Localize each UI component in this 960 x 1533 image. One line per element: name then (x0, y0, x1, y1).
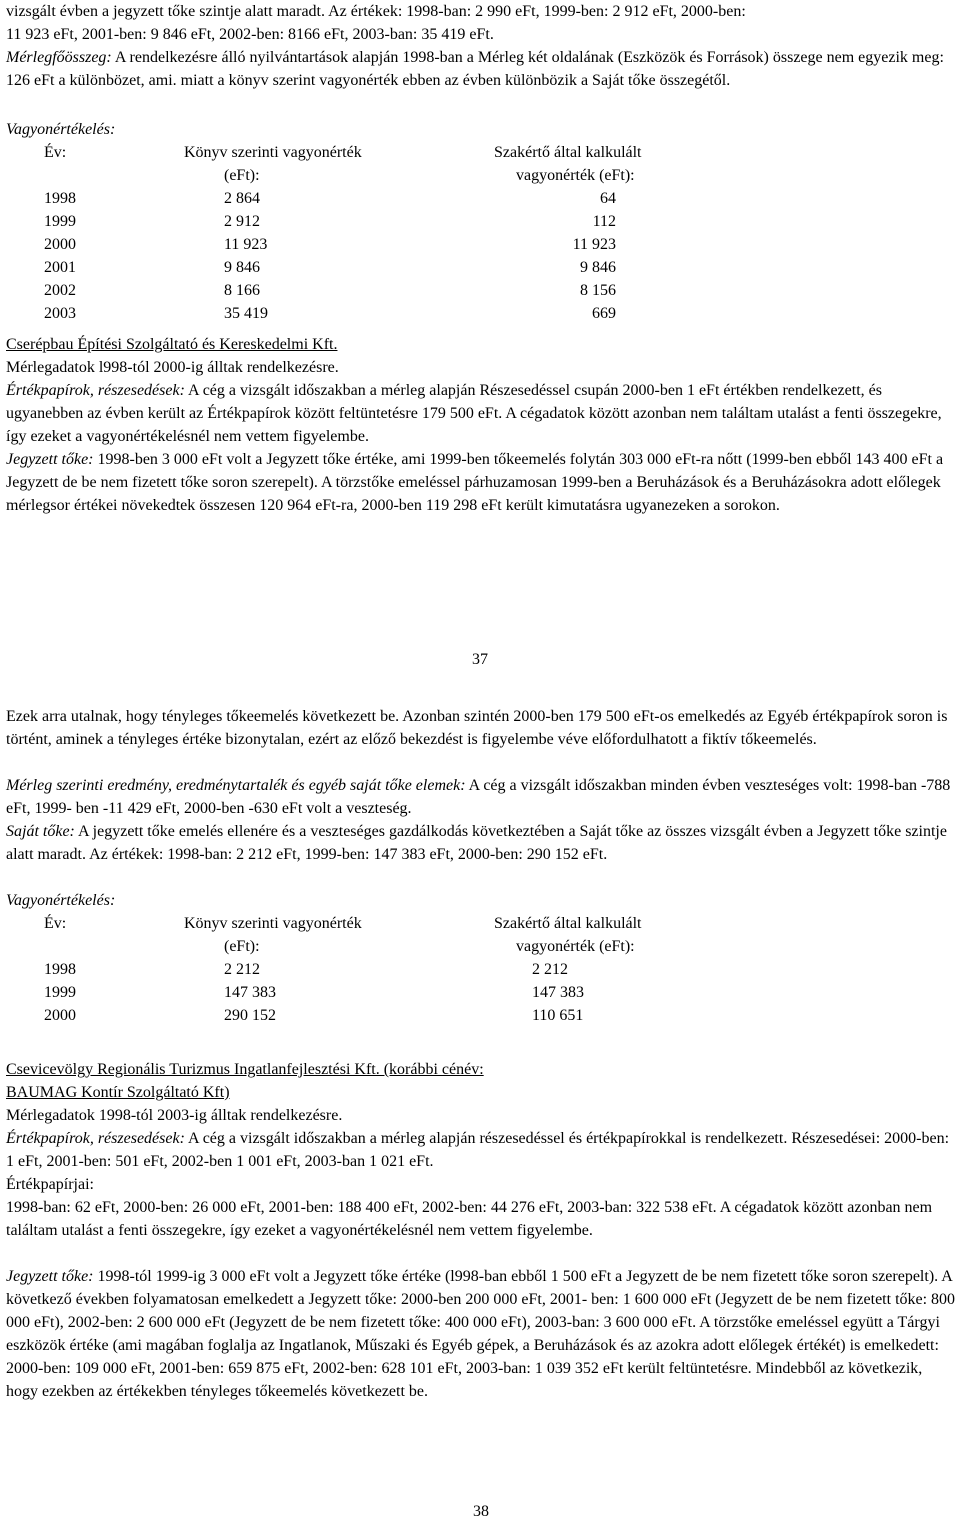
page-number: 37 (472, 651, 488, 668)
table-row: 2001 9 846 9 846 (44, 259, 616, 276)
table-row: 2002 8 166 8 156 (44, 282, 616, 299)
company-data-line-2: Mérlegadatok 1998-tól 2003-ig álltak rendelkezésre. (6, 1107, 343, 1124)
company-name-1: Cserépbau Építési Szolgáltató és Kereskedelmi Kft. (6, 336, 338, 353)
securities-label-2: Értékpapírok, részesedések: (6, 1130, 185, 1147)
capital-label-1: Jegyzett tőke: (6, 451, 94, 468)
table-row: 1998 2 864 64 (44, 190, 616, 207)
result-label: Mérleg szerinti eredmény, eredménytartalék és egyéb saját tőke elemek: (6, 777, 466, 794)
balance-total-label: Mérlegfőösszeg: (6, 49, 112, 66)
securities-sub-label: Értékpapírjai: (6, 1176, 94, 1193)
valuation-table-1 (44, 141, 694, 325)
table-row: 1998 2 212 2 212 (44, 961, 568, 978)
table-subheader-row: (eFt): vagyonérték (eFt): (224, 938, 635, 955)
table-row: 2000 290 152 110 651 (44, 1007, 584, 1024)
capital-paragraph-1: Jegyzett tőke: 1998-ben 3 000 eFt volt a Jegyzett tőke értéke, ami 1999-ben tőkeemelés folytán 303 000 eFt-ra nőtt (1999-ben ebből 143 400 eFt a Jegyzett de be nem fizetett tőke soron szerepelt). A törzstőke emeléssel párhuzamosan 1999-ben a Beruházások és a Beruházásokra adott előlegek mérlegsor értékei növekedtek összesen 120 964 eFt-ra, 2000-ben 119 298 eFt került kimutatásra ugyanezeken a sorokon. (6, 451, 944, 514)
table-row: 1999 2 912 112 (44, 213, 616, 230)
securities-paragraph-1: Értékpapírok, részesedések: A cég a vizsgált időszakban a mérleg alapján Részesedéssel csupán 2000-ben 1 eFt értékben rendelkezett, és ugyanebben az évben került az Értékpapírok között feltüntetésre 179 500 eFt. A cégadatok között azonban nem találtam utalást a fenti összegekre, így ezeket a vagyonértékelésnél nem vettem figyelembe. (6, 382, 942, 445)
company-data-line-1: Mérlegadatok l998-tól 2000-ig álltak rendelkezésre. (6, 359, 339, 376)
capital-paragraph-2: Jegyzett tőke: 1998-tól 1999-ig 3 000 eFt volt a Jegyzett tőke értéke (l998-ban ebből 1 500 eFt a Jegyzett de be nem fizetett tőke soron szerepelt). A következő években folyamatosan emelkedett a Jegyzett tőke: 2000-ben 200 000 eFt, 2001- ben: 1 600 000 eFt (Jegyzett de be nem fizetett tőke: 800 000 eFt), 2002-ben: 2 600 000 eFt (Jegyzett de be nem fizetett tőke: 400 000 eFt), 2003-ban: 3 600 000 eFt. A törzstőke emeléssel együtt a Tárgyi eszközök értéke (ami magában foglalja az Ingatlanok, Műszaki és Egyéb gépek, a Beruházások és az azokra adott előlegek értékét) is emelkedett: 2000-ben: 109 000 eFt, 2001-ben: 659 875 eFt, 2002-ben: 628 101 eFt, 2003-ban: 1 039 352 eFt került feltüntetésre. Mindebből az következik, hogy ezekben az értékekben tényleges tőkeemelés következett be. (6, 1268, 956, 1400)
conclusion-paragraph: Ezek arra utalnak, hogy tényleges tőkeemelés következett be. Azonban szintén 2000-ben 179 500 eFt-os emelkedés az Egyéb értékpapírok soron is történt, aminek a tényleges értéke bizonytalan, ezért az előző bekezdést is figyelembe véve előfordulhatott a fiktív tőkeemelés. (6, 708, 948, 748)
balance-total-paragraph: Mérlegfőösszeg: A rendelkezésre álló nyilvántartások alapján 1998-ban a Mérleg két oldalának (Eszközök és Források) összege nem egyezik meg: 126 eFt a különbözet, ami. miatt a könyv szerint vagyonérték ebben az évben különbözik a Saját tőke összegétől. (6, 49, 944, 89)
equity-label: Saját tőke: (6, 823, 75, 840)
securities-paragraph-2: Értékpapírok, részesedések: A cég a vizsgált időszakban a mérleg alapján részesedéssel és értékpapírokkal is rendelkezett. Részesedései: 2000-ben: 1 eFt, 2001-ben: 501 eFt, 2002-ben 1 001 eFt, 2003-ban 1 021 eFt. (6, 1130, 950, 1170)
table-header-row: Év: Könyv szerinti vagyonérték Szakértő által kalkulált (44, 144, 642, 161)
capital-label-2: Jegyzett tőke: (6, 1268, 94, 1285)
page-number: 38 (473, 1503, 489, 1520)
table-row: 1999 147 383 147 383 (44, 984, 584, 1001)
result-paragraph: Mérleg szerinti eredmény, eredménytartalék és egyéb saját tőke elemek: A cég a vizsgált időszakban minden évben veszteséges volt: 1998-ban -788 eFt, 1999- ben -11 429 eFt, 2000-ben -630 eFt volt a veszteség. (6, 777, 951, 817)
table-subheader-row: (eFt): vagyonérték (eFt): (224, 167, 635, 184)
table-header-row: Év: Könyv szerinti vagyonérték Szakértő által kalkulált (44, 915, 642, 932)
intro-paragraph: vizsgált évben a jegyzett tőke szintje alatt maradt. Az értékek: 1998-ban: 2 990 eFt, 1999-ben: 2 912 eFt, 2000-ben: 11 923 eFt, 2001-ben: 9 846 eFt, 2002-ben: 8166 eFt, 2003-ban: 35 419 eFt. (6, 3, 746, 43)
valuation-label-1: Vagyonértékelés: (6, 121, 116, 138)
company-name-2: Csevicevölgy Regionális Turizmus Ingatlanfejlesztési Kft. (korábbi cénév: BAUMAG Kontír Szolgáltató Kft) (6, 1061, 484, 1101)
valuation-label-2: Vagyonértékelés: (6, 892, 116, 909)
table-row: 2003 35 419 669 (44, 305, 616, 322)
securities-label-1: Értékpapírok, részesedések: (6, 382, 185, 399)
equity-paragraph: Saját tőke: A jegyzett tőke emelés ellenére és a veszteséges gazdálkodás következtében a Saját tőke az összes vizsgált évben a Jegyzett tőke szintje alatt maradt. Az értékek: 1998-ban: 2 212 eFt, 1999-ben: 147 383 eFt, 2000-ben: 290 152 eFt. (6, 823, 947, 863)
securities-values-paragraph: 1998-ban: 62 eFt, 2000-ben: 26 000 eFt, 2001-ben: 188 400 eFt, 2002-ben: 44 276 eFt, 2003-ban: 322 538 eFt. A cégadatok között azonban nem találtam utalást a fenti összegekre, így ezeket a vagyonértékelésnél nem vettem figyelembe. (6, 1199, 933, 1239)
table-row: 2000 11 923 11 923 (44, 236, 616, 253)
valuation-table-2 (44, 912, 694, 1027)
